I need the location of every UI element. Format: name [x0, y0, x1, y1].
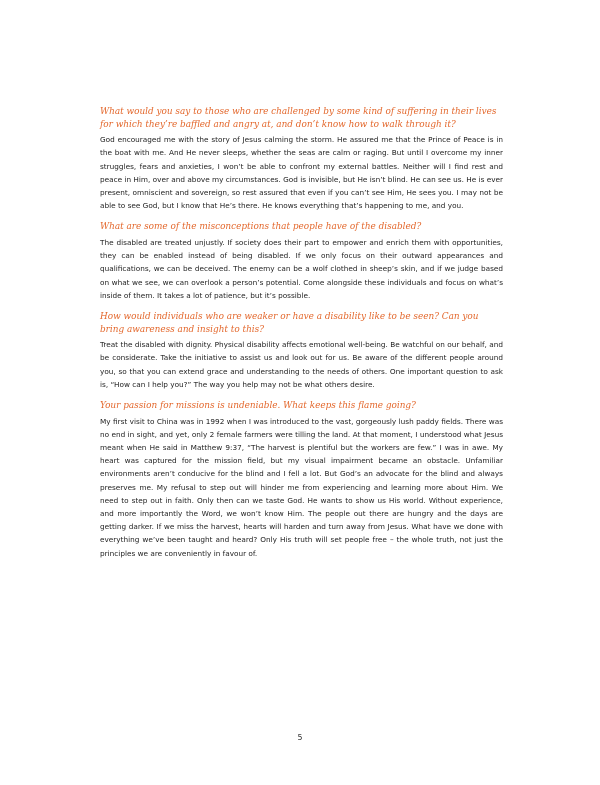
question-4: Your passion for missions is undeniable. What keeps this flame going? — [100, 401, 416, 412]
page-number: 5 — [297, 733, 303, 742]
answer-2: The disabled are treated unjustly. If society does their part to empower and enrich them with opportunities, they can be enabled instead of being disabled. If we only focus on their outward appearances and qualifications, we can be deceived. The enemy can be a wolf clothed in sheep’s skin, and if we judge based on what we see, we can overlook a person’s potential. Come alongside these individuals and focus on what’s inside of them. It takes a lot of patience, but it’s possible. — [100, 238, 503, 300]
answer-1: God encouraged me with the story of Jesus calming the storm. He assured me that the Prince of Peace is in the boat with me. And He never sleeps, whether the seas are calm or raging. But until I overcome my inner struggles, fears and anxieties, I won’t be able to confront my external battles. Neither will I find rest and peace in Him, over and above my circumstances. God is invisible, but He isn’t blind. He can see us. He is ever present, omniscient and sovereign, so rest assured that even if you can’t see Him, He sees you. I may not be able to see God, but I know that He’s there. He knows everything that’s happening to me, and you. — [100, 135, 503, 211]
document-page — [100, 106, 503, 569]
question-1: What would you say to those who are challenged by some kind of suffering in their lives for which they’re baffled and angry at, and don’t know how to walk through it? — [100, 107, 497, 130]
answer-4: My first visit to China was in 1992 when I was introduced to the vast, gorgeously lush paddy fields. There was no end in sight, and yet, only 2 female farmers were tilling the land. At that moment, I understood what Jesus meant when He said in Matthew 9:37, “The harvest is plentiful but the workers are few.” I was in awe. My heart was captured for the mission field, but my visual impairment became an obstacle. Unfamiliar environments aren’t conducive for the blind and I fell a lot. But God’s an advocate for the blind and always preserves me. My refusal to step out will hinder me from experiencing and learning more about Him. We need to step out in faith. Only then can we taste God. He wants to show us His world. Without experience, and more importantly the Word, we won’t know Him. The people out there are hungry and the days are getting darker. If we miss the harvest, hearts will harden and turn away from Jesus. What have we done with everything we’ve been taught and heard? Only His truth will set people free – the whole truth, not just the principles we are conveniently in favour of. — [100, 416, 503, 558]
answer-3: Treat the disabled with dignity. Physical disability affects emotional well-being. Be watchful on our behalf, and be considerate. Take the initiative to assist us and look out for us. Be aware of the different people around you, so that you can extend grace and understanding to the needs of others. One important question to ask is, “How can I help you?” The way you help may not be what others desire. — [100, 340, 503, 389]
question-2: What are some of the misconceptions that people have of the disabled? — [100, 222, 422, 233]
question-3: How would individuals who are weaker or have a disability like to be seen? Can you bring awareness and insight to this? — [100, 312, 479, 335]
